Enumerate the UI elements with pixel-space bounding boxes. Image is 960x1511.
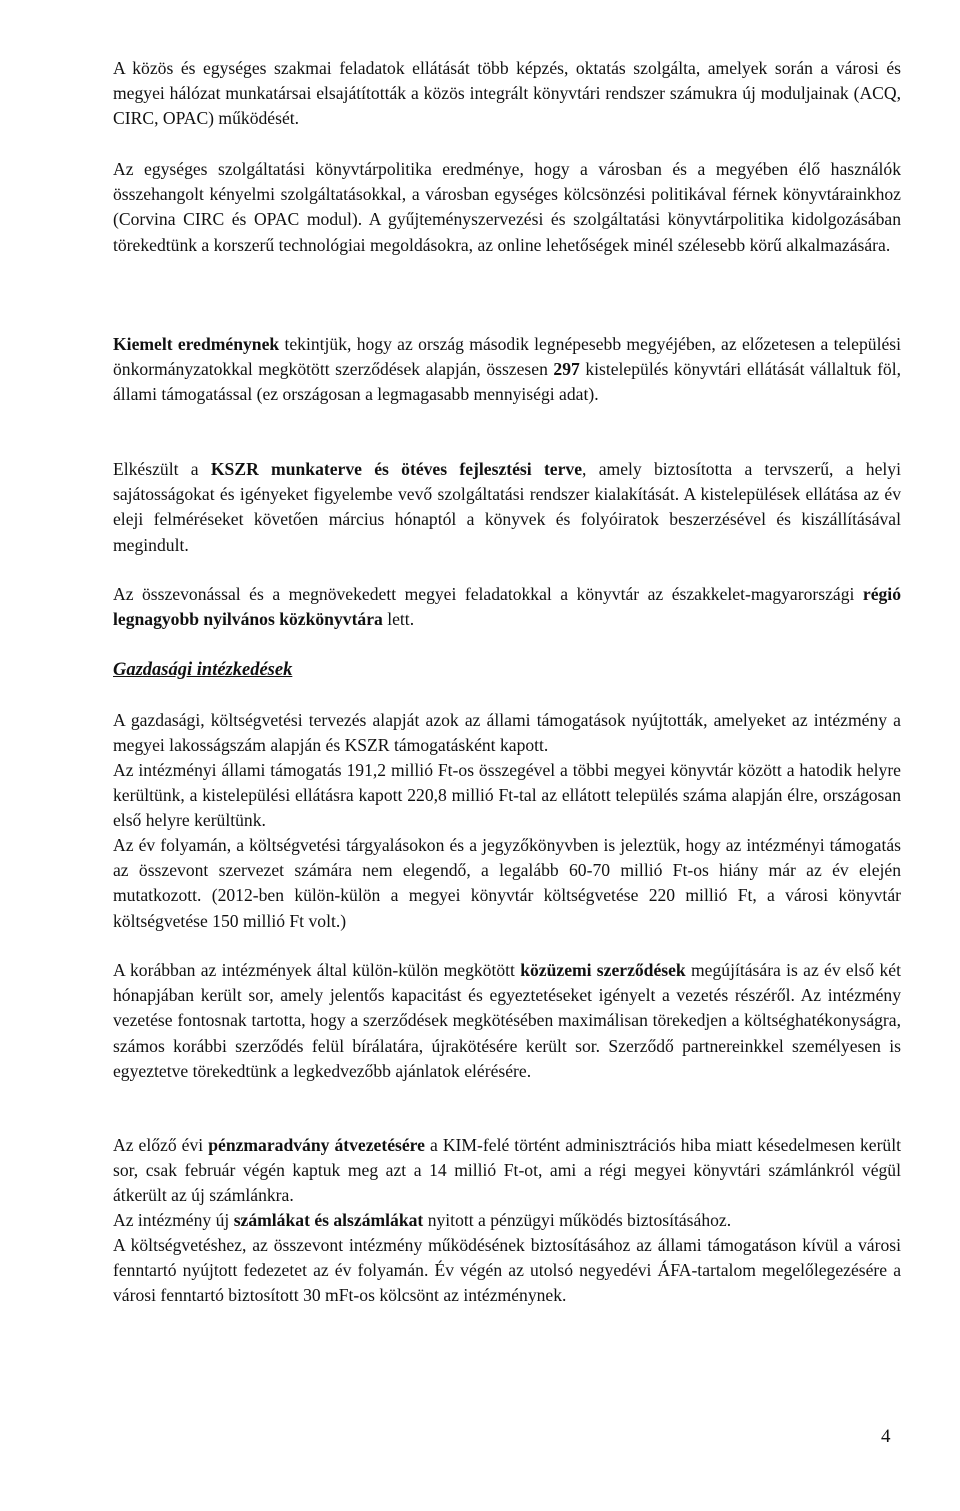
bold-count: 297 [553, 359, 580, 380]
text-segment: Az összevonással és a megnövekedett megyei feladatokkal a könyvtár az északkelet-magyarországi [113, 584, 863, 604]
paragraph-loan: A költségvetéshez, az összevont intézmény működésének biztosításához az állami támogatáson kívül a városi fenntartó nyújtott fedezetet az év folyamán. Év végén az utolsó negyedévi ÁFA-tartalom megelőlegezésére a városi fenntartó biztosított 30 mFt-os kölcsönt az intézménynek. [113, 1235, 901, 1306]
bold-residual-transfer: pénzmaradvány átvezetésére [208, 1135, 425, 1155]
text-segment: Elkészült a [113, 459, 211, 479]
bold-kszr-plan: KSZR munkaterve és ötéves fejlesztési terve [210, 459, 583, 479]
paragraph-training: A közös és egységes szakmai feladatok ellátását több képzés, oktatás szolgálta, amelyek során a városi és megyei hálózat munkatársai elsajátították a közös integrált könyvtári rendszer számukra új moduljainak (ACQ, CIRC, OPAC) működését. [113, 58, 901, 129]
text-segment: Az előző évi [113, 1135, 209, 1155]
paragraph-kszr-plan [113, 457, 901, 558]
text-segment: kistelepülés könyvtári ellátását vállaltuk föl, állami támogatással (ez országosan a legmagasabb mennyiségi adat). [113, 359, 902, 405]
bold-key-result: Kiemelt eredménynek [113, 334, 280, 354]
paragraph-state-support: Az intézményi állami támogatás 191,2 millió Ft-os összegével a többi megyei könyvtár között a hatodik helyre kerültünk, a kistelepülési ellátásra kapott 220,8 millió Ft-tal az ellátott település száma alapján élre, országosan első helyre kerültünk. [113, 760, 901, 831]
bold-region: régió legnagyobb nyilvános közkönyvtára [113, 584, 901, 630]
paragraph-accounts [113, 1208, 901, 1233]
text-segment: lett. [382, 609, 415, 630]
bold-accounts: számlákat és alszámlákat [233, 1210, 424, 1230]
text-segment: A korábban az intézmények által külön-külön megkötött [113, 960, 521, 980]
paragraph-key-result [113, 332, 901, 408]
paragraph-region [113, 582, 901, 632]
text-segment: , amely biztosította a tervszerű, a helyi sajátosságokat és igényeket figyelembe vevő szolgáltatási rendszer kialakítását. A kistelepülések ellátása az év eleji felméréseket követően március hónaptól a könyvek és folyóiratok beszerzésével és kiszállításával megindult. [113, 459, 901, 555]
page-number: 4 [881, 1426, 891, 1447]
section-heading-economic: Gazdasági intézkedések [113, 660, 293, 680]
text-segment: tekintjük, hogy az ország második legnépesebb megyéjében, az előzetesen a települési önkormányzatokkal megkötött szerződések alapján, összesen [113, 334, 902, 380]
paragraph-deficit: Az év folyamán, a költségvetési tárgyalásokon és a jegyzőkönyvben is jeleztük, hogy az intézményi támogatás az összevont szervezet számára nem elegendő, a legalább 60-70 millió Ft-os hiány már az év elején mutatkozott. (2012-ben külön-külön a megyei könyvtár költségvetése 220 millió Ft, a városi könyvtár költségvetése 150 millió Ft volt.) [113, 835, 901, 931]
text-segment: nyitott a pénzügyi működés biztosításához. [423, 1210, 732, 1230]
bold-utility-contracts: közüzemi szerződések [520, 960, 686, 980]
text-segment: megújítására is az év első két hónapjában került sor, amely jelentős kapacitást és egyeztetéseket igényelt a vezetés részéről. Az intézmény vezetése fontosnak tartotta, hogy a szerződések megkötésében maximálisan törekedjen a költséghatékonyságra, számos korábbi szerződés felül bírálatára, újrakötésére került sor. Szerződő partnereinkkel személyesen is egyeztetve törekedtünk a legkedvezőbb ajánlatok elérésére. [113, 960, 901, 1081]
paragraph-service-policy: Az egységes szolgáltatási könyvtárpolitika eredménye, hogy a városban és a megyében élő használók összehangolt kényelmi szolgáltatásokkal, a városban egységes kölcsönzési politikával férnek könyvtárainkhoz (Corvina CIRC és OPAC modul). A gyűjteményszervezési és szolgáltatási könyvtárpolitika kidolgozásában törekedtünk a korszerű technológiai megoldásokra, az online lehetőségek minél szélesebb körű alkalmazására. [113, 159, 901, 255]
text-segment: a KIM-felé történt adminisztrációs hiba miatt késedelmesen került sor, csak február végén kaptuk meg azt a 14 millió Ft-ot, ami a régi megyei könyvtári számlánkról végül átkerült az új számlánkra. [113, 1135, 902, 1206]
paragraph-residual-transfer [113, 1133, 901, 1209]
paragraph-utility-contracts [113, 958, 901, 1084]
paragraph-budget-basis: A gazdasági, költségvetési tervezés alapját azok az állami támogatások nyújtották, amelyeket az intézmény a megyei lakosságszám alapján és KSZR támogatásként kapott. [113, 710, 901, 756]
text-segment: Az intézmény új [113, 1210, 234, 1230]
